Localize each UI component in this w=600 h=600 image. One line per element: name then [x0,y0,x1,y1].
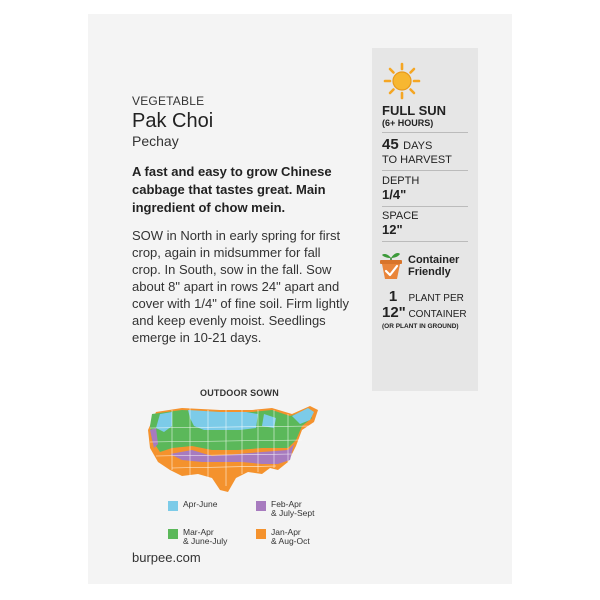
category-label: VEGETABLE [132,94,205,108]
sun-label: FULL SUN [382,103,447,118]
container-friendly [408,254,472,278]
container-pot-icon [378,248,404,280]
sun-hours: (6+ HOURS) [382,118,434,128]
legend-swatch [168,501,178,511]
container-label: CONTAINER [408,309,467,320]
days-value: 45 [382,136,399,153]
plant-description: A fast and easy to grow Chinese cabbage that tastes great. Main ingredient of chow mein. [132,164,332,215]
legend-label: & June-July [183,536,228,546]
divider [382,206,468,207]
container-line-2: Friendly [408,266,451,278]
space-value: 12" [382,222,403,237]
sowing-instructions: SOW in North in early spring for first crop, again in midsummer for fall crop. In South, sow in the fall. Sow about 8" apart in rows 24" apart and cover with 1/4" of fine soil. Firm lightly and keep evenly moist. Seedlings emerge in 10-21 days. [132,228,350,345]
legend-item [256,528,310,546]
legend-item [168,500,218,511]
packet-text [132,94,352,346]
map-title: OUTDOOR SOWN [200,388,279,398]
legend-label: Feb-Apr [271,499,302,509]
space-info [382,210,470,237]
days-to-harvest [382,136,470,167]
divider [382,241,468,242]
sun-requirement [382,104,470,128]
ground-note: (OR PLANT IN GROUND) [382,323,459,330]
legend-item [168,528,227,546]
depth-label: DEPTH [382,175,420,187]
legend-label: & Aug-Oct [271,536,310,546]
days-label: TO HARVEST [382,154,452,166]
plant-per-label: PLANT PER [408,293,464,304]
sun-icon [383,62,421,100]
depth-value: 1/4" [382,187,407,202]
divider [382,132,468,133]
us-sowing-map [142,400,332,496]
growing-info-sidebar [372,48,478,391]
legend-label: Apr-June [183,499,218,509]
plant-subtitle: Pechay [132,133,179,149]
legend-label: Jan-Apr [271,527,301,537]
space-label: SPACE [382,210,419,222]
website-link[interactable]: burpee.com [132,550,201,565]
divider [382,170,468,171]
seed-packet [88,14,512,584]
legend-item [256,500,314,518]
depth-info [382,175,470,202]
legend-swatch [168,529,178,539]
legend-label: Mar-Apr [183,527,214,537]
container-size: 12" [382,304,406,321]
plants-per-container [382,288,478,330]
legend-swatch [256,501,266,511]
legend-label: & July-Sept [271,508,315,518]
days-unit: DAYS [403,140,433,152]
container-line-1: Container [408,254,460,266]
legend-swatch [256,529,266,539]
plant-count: 1 [388,288,398,305]
map-legend [168,498,338,558]
plant-title: Pak Choi [132,110,214,132]
